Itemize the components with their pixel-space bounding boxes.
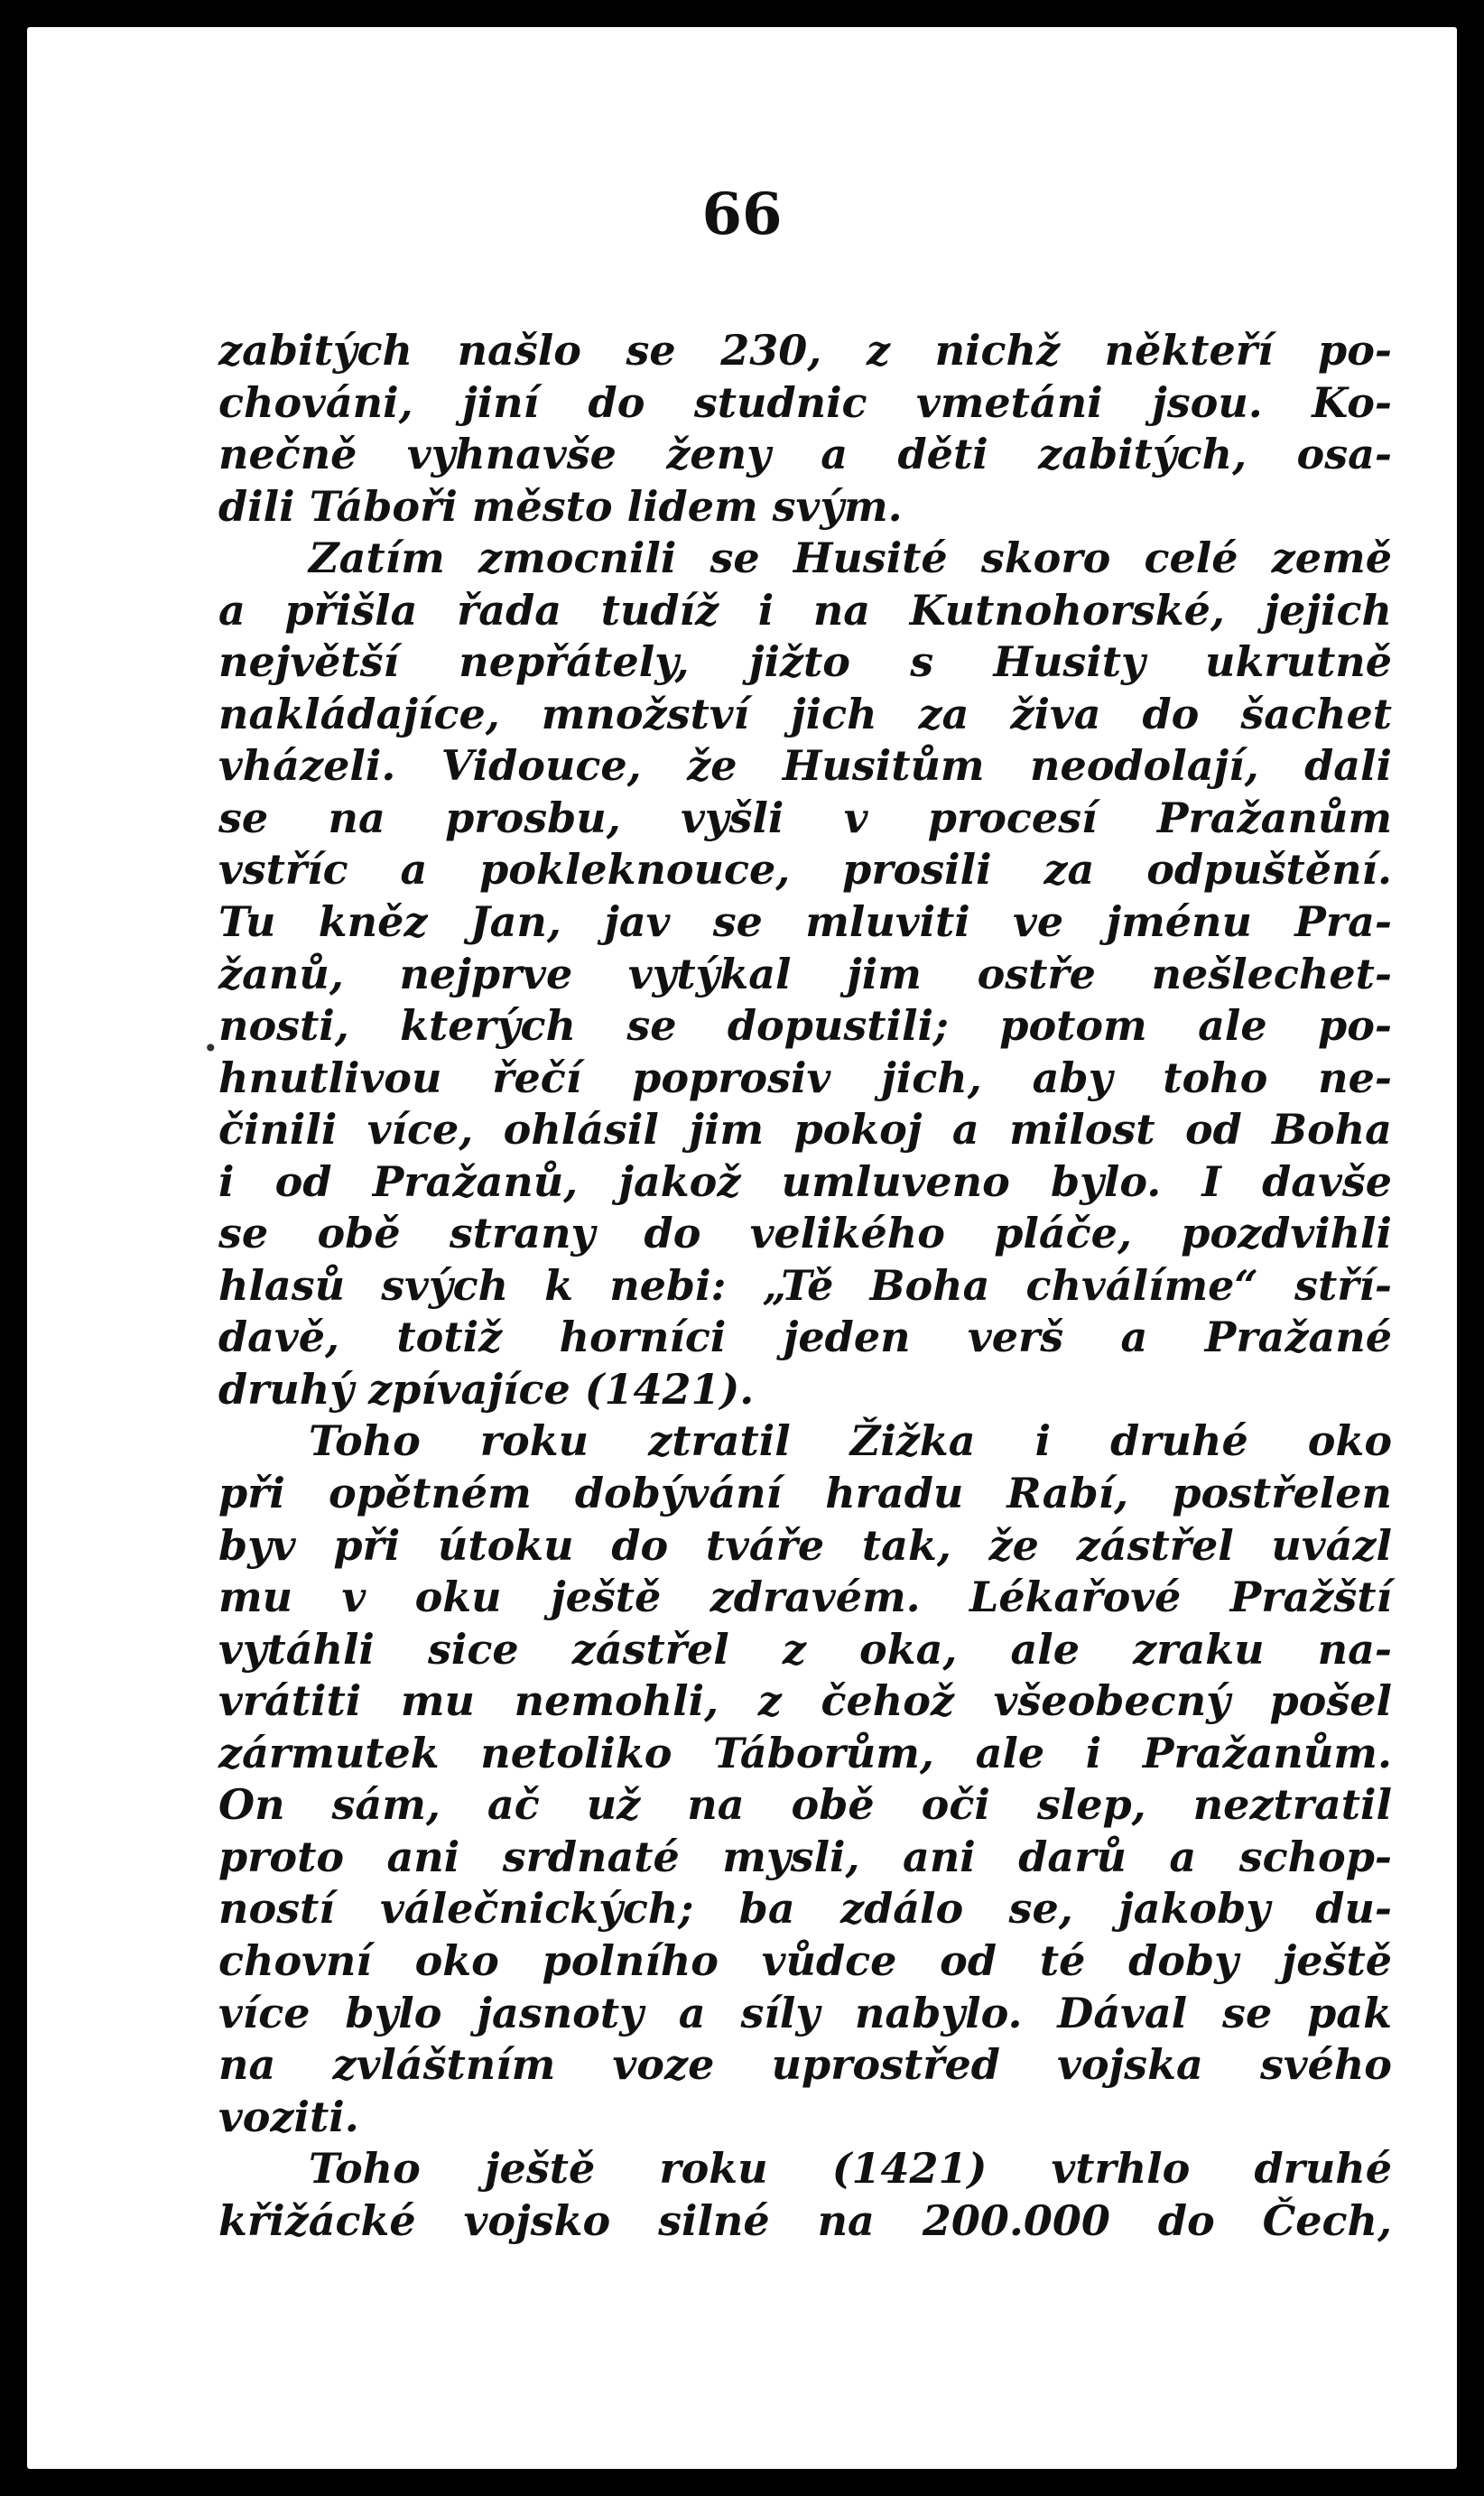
text-line: hnutlivou řečí poprosiv jich, aby toho ne-	[218, 1053, 1392, 1102]
text-line: vrátiti mu nemohli, z čehož všeobecný pošel	[218, 1676, 1392, 1726]
text-line: zabitých našlo se 230, z nichž někteří po-	[218, 326, 1392, 375]
text-line: hlasů svých k nebi: „Tě Boha chválíme“ stří-	[218, 1260, 1392, 1310]
text-line: křižácké vojsko silné na 200.000 do Čech,	[218, 2195, 1392, 2245]
text-line: proto ani srdnaté mysli, ani darů a schop-	[218, 1832, 1392, 1881]
text-line: On sám, ač už na obě oči slep, neztratil	[218, 1780, 1392, 1830]
text-line: dili Táboři město lidem svým.	[218, 481, 903, 531]
book-page	[27, 27, 1457, 2469]
text-line: druhý zpívajíce (1421).	[218, 1364, 755, 1414]
text-line: zármutek netoliko Táborům, ale i Pražanům.	[218, 1728, 1392, 1777]
text-line: ností válečnických; ba zdálo se, jakoby du-	[218, 1884, 1392, 1934]
text-line: více bylo jasnoty a síly nabylo. Dával se pak	[218, 1988, 1392, 2037]
text-line: nakládajíce, množství jich za živa do šachet	[218, 689, 1392, 738]
text-line: činili více, ohlásil jim pokoj a milost od Boha	[218, 1105, 1392, 1155]
text-line: byv při útoku do tváře tak, že zástřel uvázl	[218, 1520, 1392, 1570]
text-line: i od Pražanů, jakož umluveno bylo. I davše	[218, 1156, 1392, 1206]
text-line: na zvláštním voze uprostřed vojska svého	[218, 2040, 1392, 2090]
text-line: se na prosbu, vyšli v procesí Pražanům	[218, 793, 1392, 842]
text-line: žanů, nejprve vytýkal jim ostře nešlechet-	[218, 949, 1392, 998]
text-line: Zatím zmocnili se Husité skoro celé země	[309, 534, 1392, 583]
text-line: nosti, kterých se dopustili; potom ale po-	[218, 1001, 1392, 1051]
body-text	[218, 325, 1392, 2247]
text-line: vytáhli sice zástřel z oka, ale zraku na-	[218, 1624, 1392, 1674]
text-line: chovní oko polního vůdce od té doby ještě	[218, 1935, 1392, 1985]
page-number: 66	[701, 181, 783, 248]
text-line: Toho roku ztratil Žižka i druhé oko	[309, 1416, 1392, 1466]
text-line: největší nepřátely, jižto s Husity ukrutně	[218, 637, 1392, 687]
text-line: při opětném dobývání hradu Rabí, postřelen	[218, 1469, 1392, 1518]
text-line: Tu kněz Jan, jav se mluviti ve jménu Pra-	[218, 897, 1392, 947]
text-line: se obě strany do velikého pláče, pozdvihli	[218, 1209, 1392, 1258]
text-line: voziti.	[218, 2092, 359, 2141]
text-line: nečně vyhnavše ženy a děti zabitých, osa-	[218, 430, 1392, 479]
margin-bullet-mark: •	[203, 1034, 218, 1063]
text-line: vstříc a pokleknouce, prosili za odpuštění.	[218, 845, 1392, 895]
text-line: vházeli. Vidouce, že Husitům neodolají, dali	[218, 741, 1392, 791]
text-line: chováni, jiní do studnic vmetáni jsou. Ko-	[218, 377, 1392, 427]
text-line: mu v oku ještě zdravém. Lékařové Pražští	[218, 1573, 1392, 1622]
text-line: Toho ještě roku (1421) vtrhlo druhé	[309, 2144, 1392, 2194]
text-line: davě, totiž horníci jeden verš a Pražané	[218, 1313, 1392, 1362]
text-line: a přišla řada tudíž i na Kutnohorské, jejich	[218, 585, 1392, 635]
